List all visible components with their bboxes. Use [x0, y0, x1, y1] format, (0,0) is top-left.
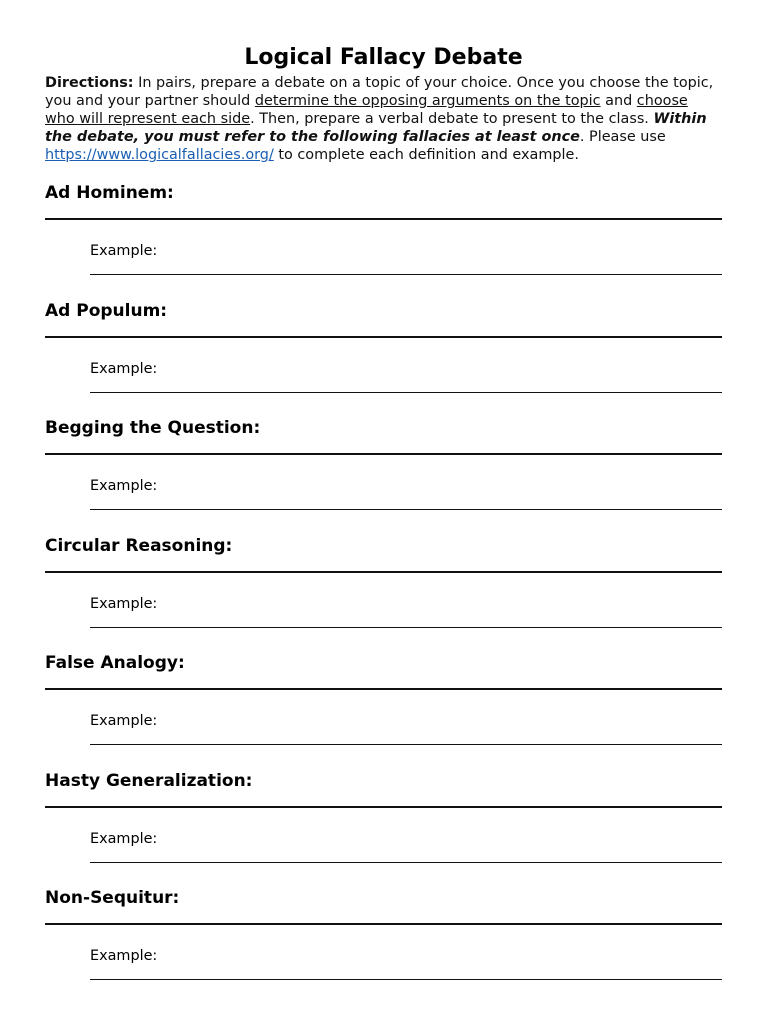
- example-label: Example:: [90, 830, 158, 847]
- directions-underline-2: choose who will represent each side: [45, 93, 688, 127]
- example-label: Example:: [90, 595, 158, 612]
- fallacy-section-circular-reasoning: [45, 535, 722, 653]
- example-answer-line[interactable]: [90, 862, 722, 863]
- fallacy-name: False Analogy:: [45, 653, 185, 673]
- example-label: Example:: [90, 243, 158, 259]
- directions-text-3: . Then, prepare a verbal debate to present to the class.: [250, 111, 654, 127]
- directions-label: Directions:: [45, 75, 134, 91]
- page-title: Logical Fallacy Debate: [244, 45, 523, 70]
- example-label: Example:: [90, 478, 158, 494]
- directions-paragraph: [45, 74, 722, 164]
- definition-answer-line[interactable]: [45, 923, 722, 925]
- definition-answer-line[interactable]: [45, 218, 722, 220]
- example-answer-line[interactable]: [90, 392, 722, 393]
- definition-answer-line[interactable]: [45, 336, 722, 338]
- fallacy-section-false-analogy: [45, 652, 722, 770]
- fallacy-section-hasty-generalization: [45, 770, 722, 888]
- example-answer-line[interactable]: [90, 509, 722, 510]
- definition-answer-line[interactable]: [45, 453, 722, 455]
- definition-answer-line[interactable]: [45, 806, 722, 808]
- fallacy-name: Begging the Question:: [45, 418, 261, 438]
- fallacy-name: Circular Reasoning:: [45, 535, 233, 556]
- example-answer-line[interactable]: [90, 274, 722, 275]
- directions-text-4: . Please use: [579, 129, 666, 145]
- definition-answer-line[interactable]: [45, 571, 722, 573]
- fallacy-name: Ad Hominem:: [45, 183, 174, 203]
- example-label: Example:: [90, 360, 158, 377]
- fallacy-name: Ad Populum:: [45, 300, 168, 321]
- example-answer-line[interactable]: [90, 744, 722, 745]
- example-answer-line[interactable]: [90, 979, 722, 980]
- fallacy-list: [45, 182, 722, 1005]
- fallacy-section-ad-hominem: [45, 182, 722, 300]
- example-label: Example:: [90, 713, 158, 729]
- directions-text-2: and: [600, 93, 637, 109]
- directions-text-5: to complete each definition and example.: [273, 147, 579, 163]
- directions-emphasis: Within the debate, you must refer to the following fallacies at least once: [45, 111, 707, 145]
- fallacy-section-begging-the-question: [45, 417, 722, 535]
- logical-fallacies-link[interactable]: https://www.logicalfallacies.org/: [45, 147, 274, 163]
- fallacy-section-non-sequitur: [45, 887, 722, 1005]
- directions-underline-1: determine the opposing arguments on the topic: [254, 93, 601, 109]
- example-label: Example:: [90, 948, 158, 964]
- example-answer-line[interactable]: [90, 627, 722, 628]
- fallacy-section-ad-populum: [45, 300, 722, 418]
- definition-answer-line[interactable]: [45, 688, 722, 690]
- directions-text-1: In pairs, prepare a debate on a topic of your choice. Once you choose the topic, you and your partner should: [45, 75, 714, 109]
- fallacy-name: Non-Sequitur:: [45, 888, 180, 908]
- fallacy-name: Hasty Generalization:: [45, 770, 253, 791]
